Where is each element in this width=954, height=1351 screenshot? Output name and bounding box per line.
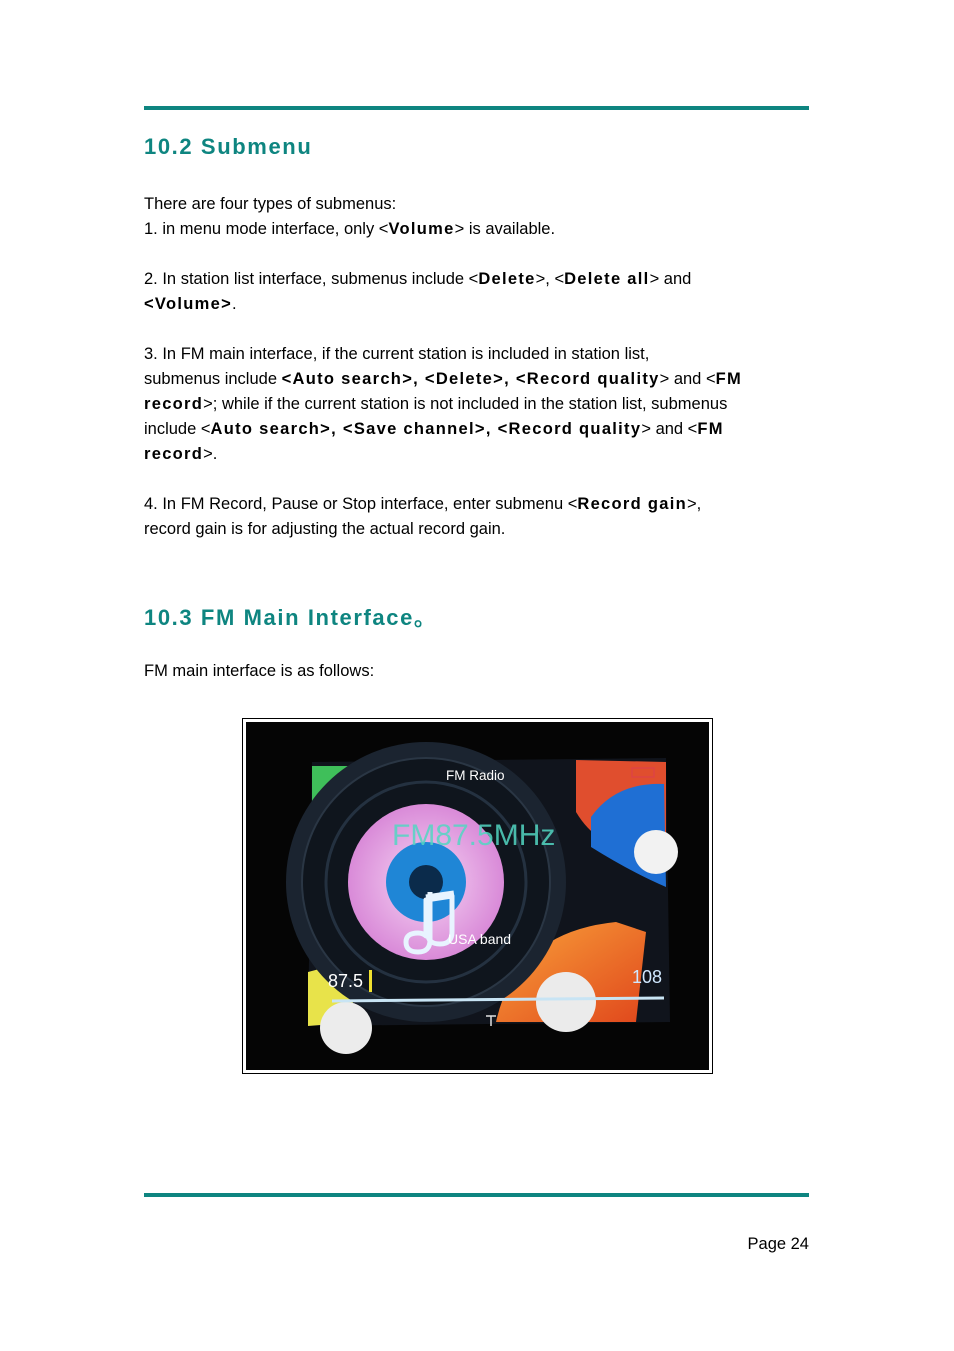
fm-intro: FM main interface is as follows: [144, 662, 375, 680]
range-min-label: 87.5 [328, 971, 364, 991]
section-heading-fm-main: 10.3 FM Main Interface。 [144, 605, 438, 630]
fm-radio-title: FM Radio [446, 768, 505, 783]
item-3: 3. In FM main interface, if the current station is included in station list, submenus include <Auto search>, <Delete>, <Record quality> and <FM record>; while if the current station is not included in the station list, submenus include <Auto search>, <Save channel>, <Record quality> and <FM record>. [144, 345, 743, 463]
top-rule [144, 106, 809, 110]
lcd-display [286, 742, 678, 1054]
range-max-label: 108 [632, 967, 663, 987]
tuner-cursor [369, 970, 372, 992]
frequency-display: FM87.5MHz [392, 819, 556, 852]
section-heading-submenu: 10.2 Submenu [144, 134, 313, 159]
bottom-rule [144, 1193, 809, 1197]
fm-screen-photo [242, 718, 713, 1074]
item-4: 4. In FM Record, Pause or Stop interface, enter submenu <Record gain>, record gain is for adjusting the actual record gain. [144, 495, 702, 538]
band-label: USA band [448, 931, 512, 947]
intro-text: There are four types of submenus: [144, 195, 397, 213]
item-1: 1. in menu mode interface, only <Volume> is available. [144, 220, 556, 238]
submenu-intro [144, 192, 812, 242]
item-2: 2. In station list interface, submenus include <Delete>, <Delete all> and <Volume>. [144, 270, 692, 313]
page-number: Page 24 [747, 1235, 809, 1253]
device-screen [246, 722, 709, 1070]
